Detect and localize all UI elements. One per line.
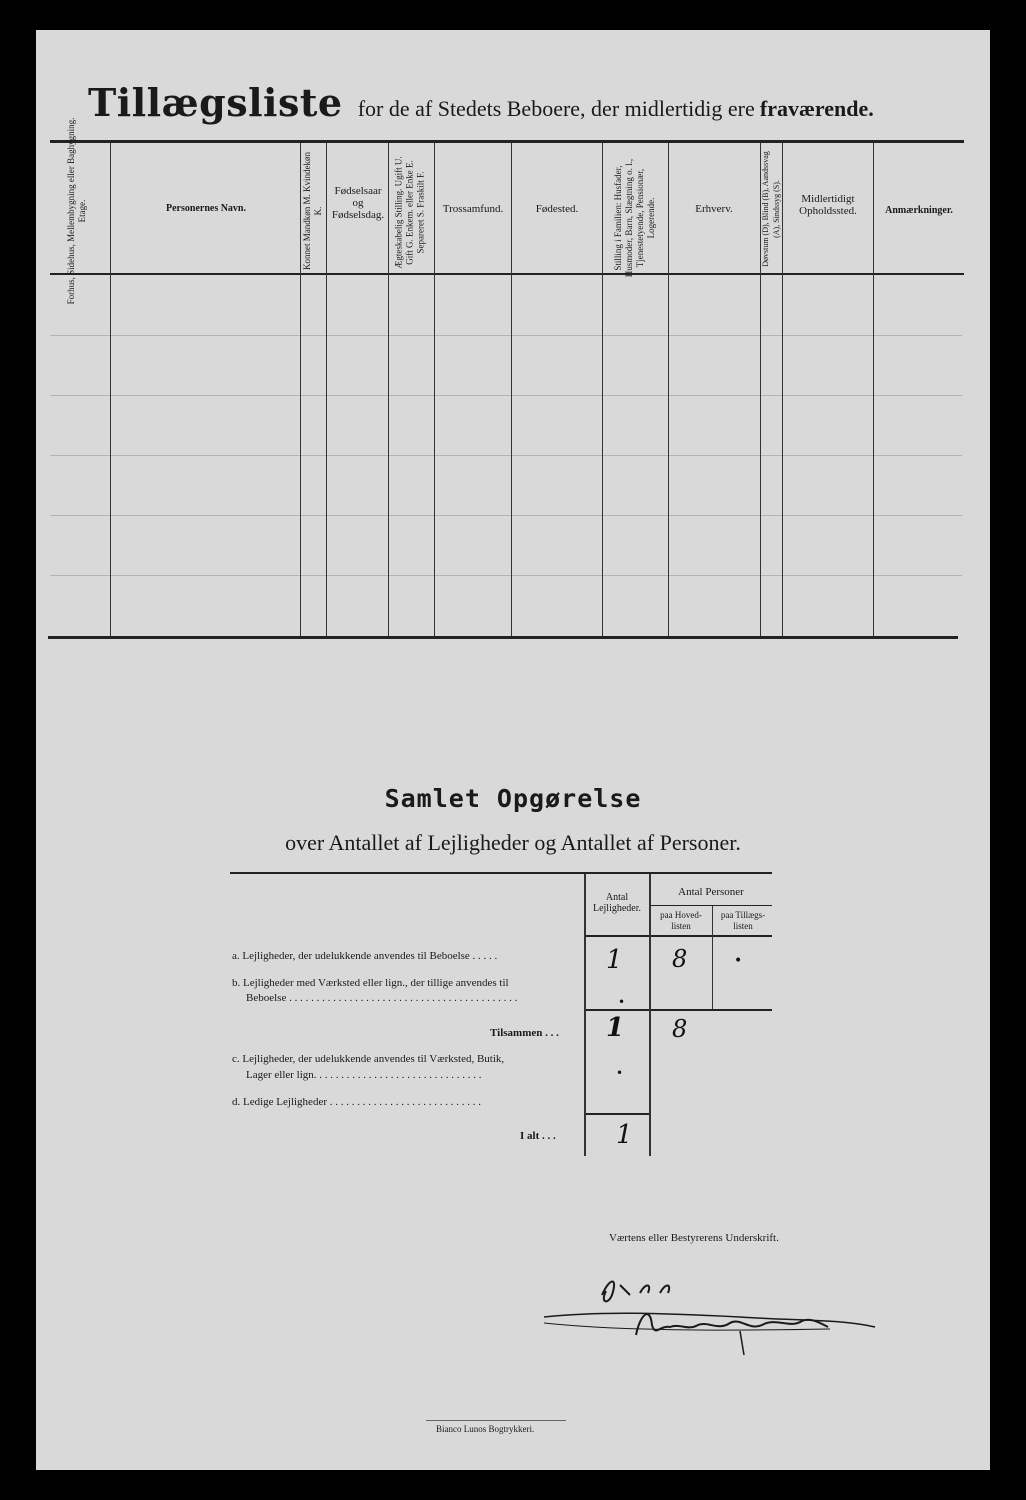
value-ialt-apartments: 1: [616, 1120, 633, 1150]
printer-imprint: Bianco Lunos Bogtrykkeri.: [436, 1424, 535, 1434]
value-c-apartments: •: [616, 1066, 624, 1080]
summary-title: Samlet Opgørelse: [384, 784, 642, 813]
row-line: [50, 455, 962, 456]
header-family-position: Stilling i Familien: Husfader, Husmoder, Barn, Slægtning o. l., Tjenestetyende, Pensionær, Logerende.: [613, 158, 656, 278]
col-divider: [300, 143, 301, 636]
printer-rule: [426, 1420, 566, 1421]
table-bottom-rule: [48, 636, 958, 639]
summary-subtitle: over Antallet af Lejligheder og Antallet af Personer.: [285, 830, 741, 855]
row-tilsammen-label: Tilsammen . . .: [490, 1027, 559, 1039]
value-a-supplement: •: [734, 953, 743, 969]
summary-persons-rule: [650, 905, 772, 906]
header-remarks: Anmærkninger.: [885, 205, 953, 216]
summary-divider: [649, 874, 651, 1156]
header-birthplace: Fødested.: [535, 203, 579, 215]
header-floor: Forhus, Sidehus, Mellembygning eller Baghygning. Etage.: [66, 117, 87, 305]
col-divider: [388, 143, 389, 636]
summary-tilsammen-rule: [584, 1009, 772, 1011]
signature-label: Værtens eller Bestyrerens Underskrift.: [609, 1232, 779, 1244]
summary-top-rule: [230, 872, 772, 874]
header-occupation: Erhverv.: [695, 203, 733, 215]
header-gender: Konnet Mandkøn M. Kvindekøn K.: [302, 152, 323, 270]
row-a-label: a. Lejligheder, der udelukkende anvendes til Beboelse . . . . .: [232, 950, 498, 962]
summary-ialt-rule: [584, 1113, 650, 1115]
value-a-main-list: 8: [672, 945, 688, 973]
handwritten-signature: [540, 1265, 880, 1365]
col-divider: [326, 143, 327, 636]
header-name: Personernes Navn.: [166, 203, 246, 214]
row-line: [50, 515, 962, 516]
col-divider: [511, 143, 512, 636]
value-tilsammen-apartments: 1: [606, 1013, 625, 1043]
col-divider: [668, 143, 669, 636]
header-disability: Døvstum (D), Blind (B), Aandssvag (A), Sindssyg (S).: [761, 151, 781, 267]
title-end: fraværende.: [759, 96, 874, 121]
value-tilsammen-main-list: 8: [672, 1015, 688, 1043]
header-marital: Ægteskabelig Stilling. Ugift U. Gift G. Enkem. eller Enke E. Separeret S. Fraskilt F.: [393, 156, 426, 269]
row-b-label-1: b. Lejligheder med Værksted eller lign., der tillige anvendes til: [232, 977, 509, 989]
col-header-supplement-list: paa Tillægs-listen: [720, 910, 766, 931]
col-header-apartments: Antal Lejligheder.: [592, 892, 642, 914]
header-birth: Fødselsaar og Fødselsdag.: [331, 185, 385, 221]
title-main: Tillægsliste: [88, 80, 343, 125]
row-line: [50, 335, 962, 336]
col-divider: [110, 143, 111, 636]
header-bottom-rule: [50, 273, 964, 275]
form-title: [88, 80, 938, 125]
row-c-label-2: Lager eller lign. . . . . . . . . . . . . . . . . . . . . . . . . . . . . . .: [246, 1069, 482, 1081]
header-religion: Trossamfund.: [442, 203, 504, 215]
row-line: [50, 395, 962, 396]
summary-divider: [584, 874, 586, 1156]
col-header-persons: Antal Personer: [678, 886, 744, 898]
col-header-main-list: paa Hoved-listen: [660, 910, 702, 931]
summary-divider: [712, 906, 713, 1009]
summary-header-rule: [584, 935, 772, 937]
title-middle: for de af Stedets Beboere, der midlertidig ere: [357, 96, 755, 121]
value-a-apartments: 1: [606, 945, 623, 975]
row-ialt-label: I alt . . .: [520, 1130, 556, 1142]
col-divider: [602, 143, 603, 636]
row-d-label: d. Ledige Lejligheder . . . . . . . . . . . . . . . . . . . . . . . . . . . .: [232, 1096, 481, 1108]
col-divider: [434, 143, 435, 636]
value-b-apartments: •: [618, 995, 626, 1009]
header-temp-residence: Midlertidigt Opholdssted.: [799, 193, 857, 217]
row-line: [50, 575, 962, 576]
row-b-label-2: Beboelse . . . . . . . . . . . . . . . . . . . . . . . . . . . . . . . . . . . . . . . . . .: [246, 992, 518, 1004]
row-c-label-1: c. Lejligheder, der udelukkende anvendes til Værksted, Butik,: [232, 1053, 505, 1065]
table-top-rule: [50, 140, 964, 143]
col-divider: [782, 143, 783, 636]
census-form-page: [36, 30, 990, 1470]
col-divider: [873, 143, 874, 636]
